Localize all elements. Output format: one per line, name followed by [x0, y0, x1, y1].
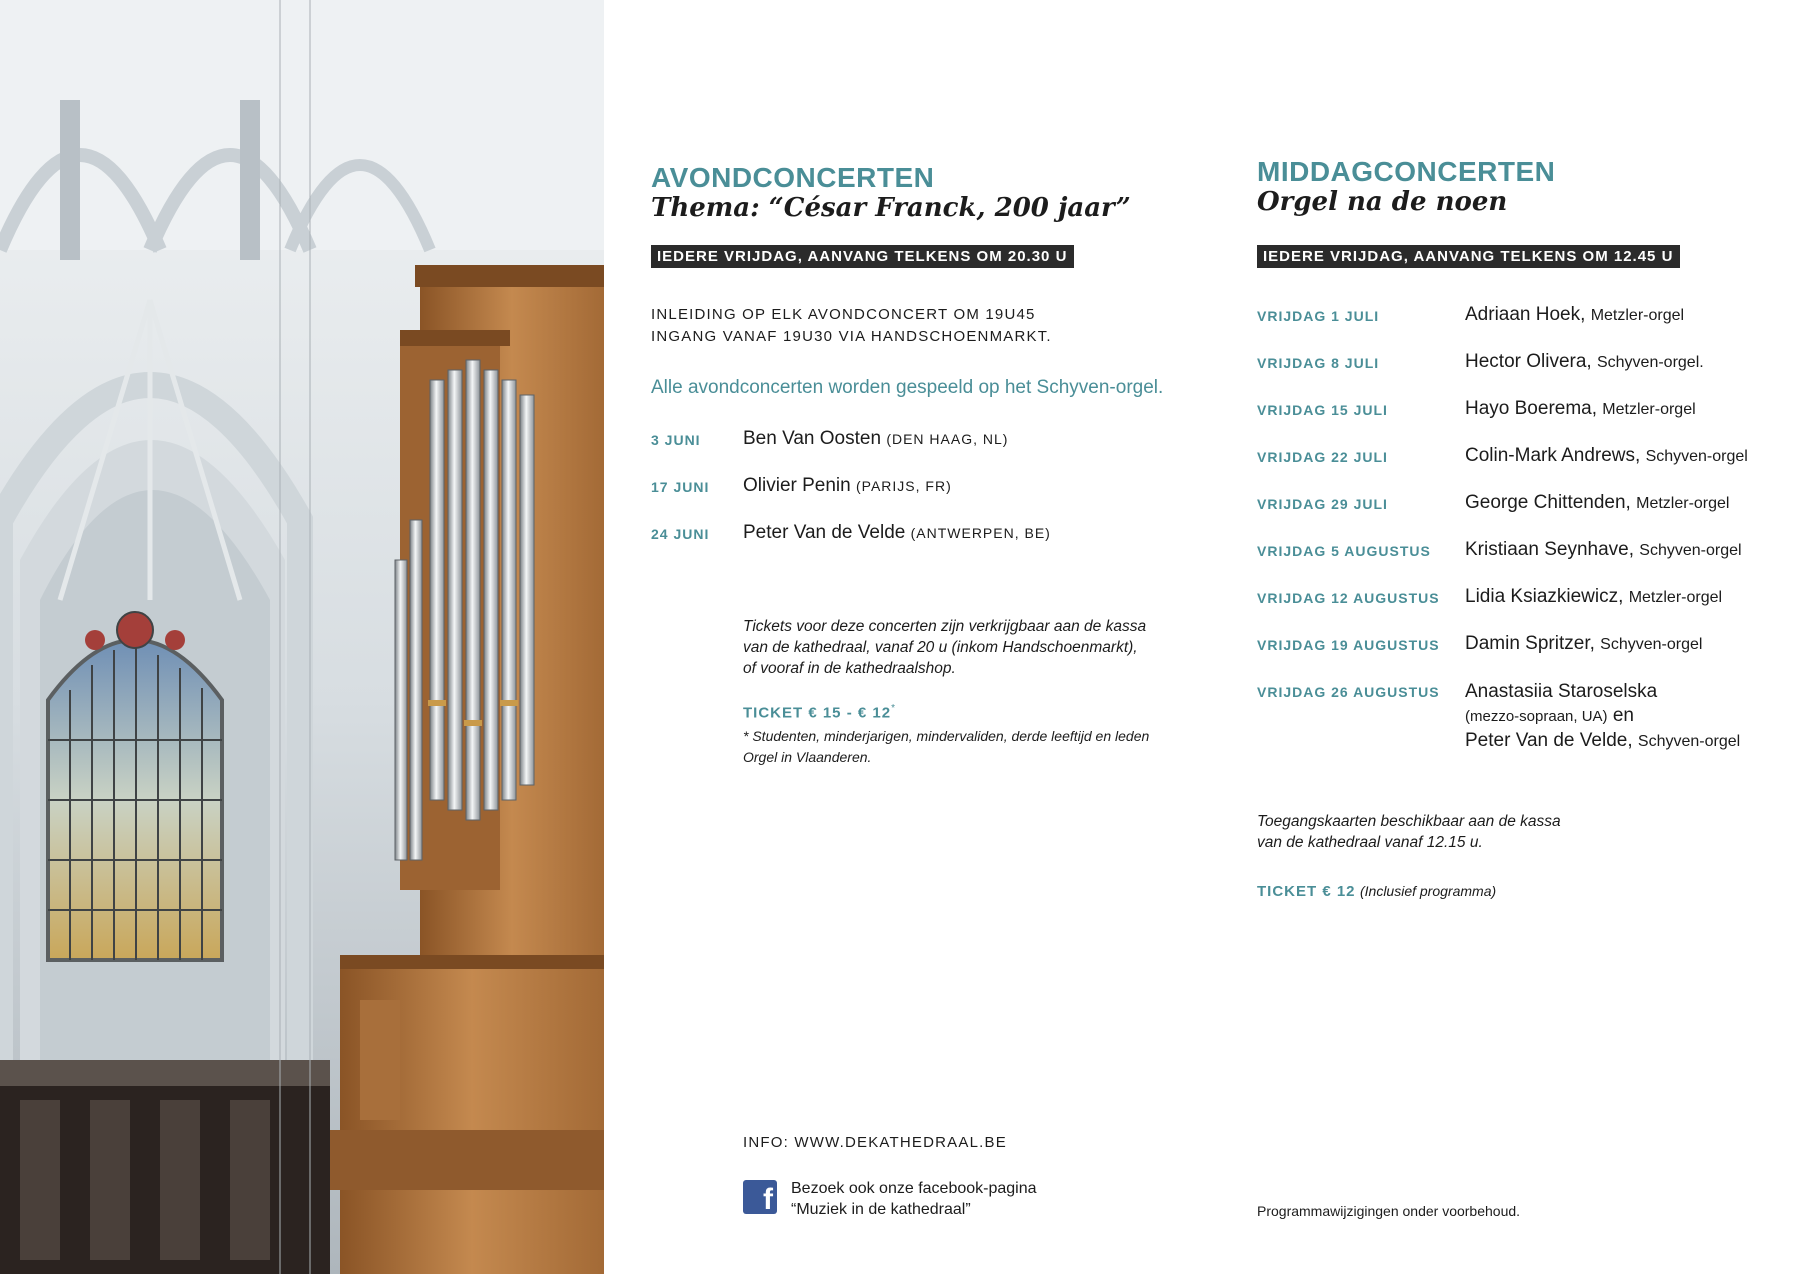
performer-name: Hayo Boerema,	[1465, 398, 1598, 419]
organ-name: Schyven-orgel	[1600, 636, 1703, 653]
evening-tickets-line2: van de kathedraal, vanaf 20 u (inkom Handschoenmarkt),	[743, 639, 1138, 656]
performer-name: Ben Van Oosten	[743, 428, 882, 449]
concert-date: VRIJDAG 22 JULI	[1257, 449, 1388, 465]
midday-concert-row	[1257, 586, 1777, 612]
performer-conjunction: en	[1612, 705, 1634, 726]
organ-name: Schyven-orgel.	[1596, 354, 1704, 371]
cathedral-interior-illustration	[0, 0, 604, 1274]
concert-performer	[1465, 398, 1696, 420]
evening-intro-line2: INGANG VANAF 19U30 VIA HANDSCHOENMARKT.	[651, 328, 1052, 345]
concert-performer	[1465, 445, 1748, 467]
evening-schedule-bar: IEDERE VRIJDAG, AANVANG TELKENS OM 20.30 U	[651, 245, 1074, 268]
ticket-note: (Inclusief programma)	[1359, 883, 1497, 899]
performer-name: Kristiaan Seynhave,	[1465, 539, 1634, 560]
midday-access-line1: Toegangskaarten beschikbaar aan de kassa	[1257, 813, 1561, 830]
performer-origin: (PARIJS, FR)	[856, 478, 952, 494]
info-website[interactable]: INFO: WWW.DEKATHEDRAAL.BE	[743, 1134, 1007, 1151]
midday-concert-row	[1257, 304, 1777, 330]
midday-concert-row	[1257, 445, 1777, 471]
concert-performer	[1465, 492, 1729, 514]
organ-name: Schyven-orgel	[1637, 733, 1741, 750]
ticket-footnote-mark: *	[891, 703, 895, 714]
concert-date: VRIJDAG 1 JULI	[1257, 308, 1380, 324]
midday-heading: MIDDAGCONCERTEN	[1257, 156, 1556, 187]
midday-concert-row	[1257, 539, 1777, 565]
ticket-label: TICKET € 15 - € 12	[743, 704, 892, 722]
performer-name: Peter Van de Velde,	[1465, 730, 1633, 751]
concert-date: VRIJDAG 12 AUGUSTUS	[1257, 590, 1440, 606]
concert-performer	[1465, 539, 1742, 561]
midday-concert-row	[1257, 492, 1777, 518]
performer-name: Anastasiia Staroselska	[1465, 681, 1658, 702]
performer-name: Lidia Ksiazkiewicz,	[1465, 586, 1624, 607]
concert-date: VRIJDAG 26 AUGUSTUS	[1257, 684, 1440, 700]
performer-origin: (DEN HAAG, NL)	[886, 431, 1009, 447]
concert-performer	[743, 428, 1008, 450]
organ-name: Metzler-orgel	[1590, 307, 1685, 324]
concert-performer	[1465, 586, 1722, 608]
organ-name: Metzler-orgel	[1636, 495, 1730, 512]
facebook-line2: “Muziek in de kathedraal”	[791, 1201, 971, 1218]
performer-name: Colin-Mark Andrews,	[1465, 445, 1641, 466]
evening-tickets-line3: of vooraf in de kathedraalshop.	[743, 660, 956, 677]
midday-schedule-bar: IEDERE VRIJDAG, AANVANG TELKENS OM 12.45 U	[1257, 245, 1680, 268]
performer-detail: (mezzo-sopraan, UA)	[1465, 708, 1608, 725]
concert-date: VRIJDAG 8 JULI	[1257, 355, 1380, 371]
performer-name: Adriaan Hoek,	[1465, 304, 1586, 325]
concert-performer	[1465, 680, 1740, 754]
concert-performer	[1465, 351, 1704, 373]
performer-name: Hector Olivera,	[1465, 351, 1592, 372]
evening-discount-line2: Orgel in Vlaanderen.	[743, 749, 872, 765]
concert-date: VRIJDAG 19 AUGUSTUS	[1257, 637, 1440, 653]
evening-heading: AVONDCONCERTEN	[651, 162, 935, 193]
midday-subtitle: Orgel na de noen	[1257, 187, 1508, 217]
concert-date: VRIJDAG 29 JULI	[1257, 496, 1388, 512]
concert-date: VRIJDAG 15 JULI	[1257, 402, 1388, 418]
evening-ticket-price	[743, 703, 895, 722]
evening-organ-note: Alle avondconcerten worden gespeeld op het Schyven-orgel.	[651, 377, 1164, 398]
performer-name: Peter Van de Velde	[743, 522, 906, 543]
concert-performer	[743, 475, 952, 497]
midday-concert-row	[1257, 680, 1777, 752]
organ-name: Schyven-orgel	[1639, 542, 1742, 559]
evening-intro-line1: INLEIDING OP ELK AVONDCONCERT OM 19U45	[651, 306, 1036, 323]
program-disclaimer: Programmawijzigingen onder voorbehoud.	[1257, 1203, 1521, 1219]
concert-performer	[743, 522, 1051, 544]
midday-access-line2: van de kathedraal vanaf 12.15 u.	[1257, 834, 1483, 851]
concert-date: 3 JUNI	[651, 432, 701, 448]
organ-name: Schyven-orgel	[1645, 448, 1748, 465]
concert-performer	[1465, 304, 1684, 326]
midday-concert-row	[1257, 351, 1777, 377]
facebook-promo[interactable]	[743, 1180, 1063, 1224]
performer-origin: (ANTWERPEN, BE)	[910, 525, 1051, 541]
performer-name: Damin Spritzer,	[1465, 633, 1595, 654]
facebook-line1: Bezoek ook onze facebook-pagina	[791, 1180, 1037, 1197]
evening-concert-row	[651, 522, 1071, 548]
organ-name: Metzler-orgel	[1628, 589, 1723, 606]
evening-concert-row	[651, 428, 1071, 454]
performer-name: Olivier Penin	[743, 475, 851, 496]
evening-tickets-line1: Tickets voor deze concerten zijn verkrijgbaar aan de kassa	[743, 618, 1147, 635]
concert-date: 24 JUNI	[651, 526, 710, 542]
ticket-label: TICKET € 12	[1257, 883, 1356, 900]
midday-concert-row	[1257, 398, 1777, 424]
evening-discount-line1: * Studenten, minderjarigen, mindervaliden, derde leeftijd en leden	[743, 728, 1150, 744]
concert-date: VRIJDAG 5 AUGUSTUS	[1257, 543, 1431, 559]
evening-concert-row	[651, 475, 1071, 501]
concert-performer	[1465, 633, 1702, 655]
facebook-text	[791, 1178, 1037, 1220]
facebook-icon[interactable]: f	[743, 1180, 777, 1214]
midday-ticket-price	[1257, 881, 1496, 902]
evening-theme: Thema: “César Franck, 200 jaar”	[651, 193, 1131, 223]
cathedral-photo	[0, 0, 604, 1274]
concert-date: 17 JUNI	[651, 479, 710, 495]
midday-concert-row	[1257, 633, 1777, 659]
organ-name: Metzler-orgel	[1602, 401, 1696, 418]
performer-name: George Chittenden,	[1465, 492, 1631, 513]
